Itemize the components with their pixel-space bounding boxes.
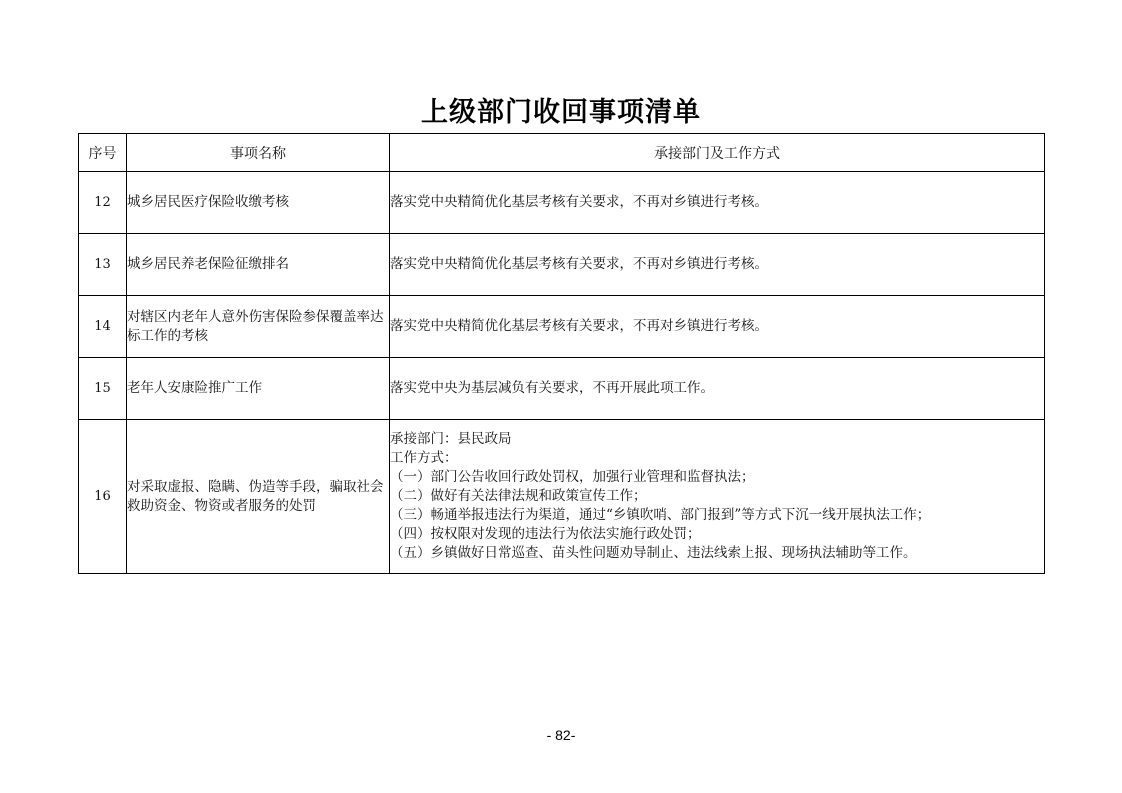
row-item-name: 城乡居民医疗保险收缴考核 bbox=[127, 172, 390, 234]
row-item-name: 对采取虚报、隐瞒、伪造等手段，骗取社会救助资金、物资或者服务的处罚 bbox=[127, 420, 390, 574]
row-seq: 14 bbox=[79, 296, 127, 358]
table-row bbox=[79, 420, 1045, 574]
header-seq: 序号 bbox=[79, 134, 127, 172]
page-title: 上级部门收回事项清单 bbox=[421, 97, 701, 128]
items-table bbox=[78, 133, 1045, 574]
dept-line: 落实党中央为基层减负有关要求，不再开展此项工作。 bbox=[390, 380, 714, 396]
dept-line: （五）乡镇做好日常巡查、苗头性问题劝导制止、违法线索上报、现场执法辅助等工作。 bbox=[390, 545, 917, 561]
dept-line: 承接部门：县民政局 bbox=[390, 431, 512, 447]
table-row bbox=[79, 234, 1045, 296]
row-item-name: 城乡居民养老保险征缴排名 bbox=[127, 234, 390, 296]
dept-line: 落实党中央精简优化基层考核有关要求，不再对乡镇进行考核。 bbox=[390, 256, 768, 272]
row-seq: 13 bbox=[79, 234, 127, 296]
page-number: - 82- bbox=[546, 727, 576, 743]
dept-line: 落实党中央精简优化基层考核有关要求，不再对乡镇进行考核。 bbox=[390, 318, 768, 334]
table-row bbox=[79, 358, 1045, 420]
table-row bbox=[79, 296, 1045, 358]
dept-line: （二）做好有关法律法规和政策宣传工作； bbox=[390, 488, 647, 504]
header-item-name: 事项名称 bbox=[127, 134, 390, 172]
row-item-name: 对辖区内老年人意外伤害保险参保覆盖率达标工作的考核 bbox=[127, 296, 390, 358]
row-dept-method bbox=[390, 358, 1045, 420]
dept-line: （三）畅通举报违法行为渠道，通过“乡镇吹哨、部门报到”等方式下沉一线开展执法工作； bbox=[390, 507, 931, 523]
row-seq: 15 bbox=[79, 358, 127, 420]
row-seq: 12 bbox=[79, 172, 127, 234]
table-header-row bbox=[79, 134, 1045, 172]
dept-line: 工作方式： bbox=[390, 450, 458, 466]
dept-line: 落实党中央精简优化基层考核有关要求，不再对乡镇进行考核。 bbox=[390, 194, 768, 210]
dept-line: （四）按权限对发现的违法行为依法实施行政处罚； bbox=[390, 526, 701, 542]
row-dept-method bbox=[390, 420, 1045, 574]
header-dept-method: 承接部门及工作方式 bbox=[390, 134, 1045, 172]
row-item-name: 老年人安康险推广工作 bbox=[127, 358, 390, 420]
table-row bbox=[79, 172, 1045, 234]
row-dept-method bbox=[390, 172, 1045, 234]
row-dept-method bbox=[390, 296, 1045, 358]
row-seq: 16 bbox=[79, 420, 127, 574]
dept-line: （一）部门公告收回行政处罚权，加强行业管理和监督执法； bbox=[390, 469, 755, 485]
row-dept-method bbox=[390, 234, 1045, 296]
